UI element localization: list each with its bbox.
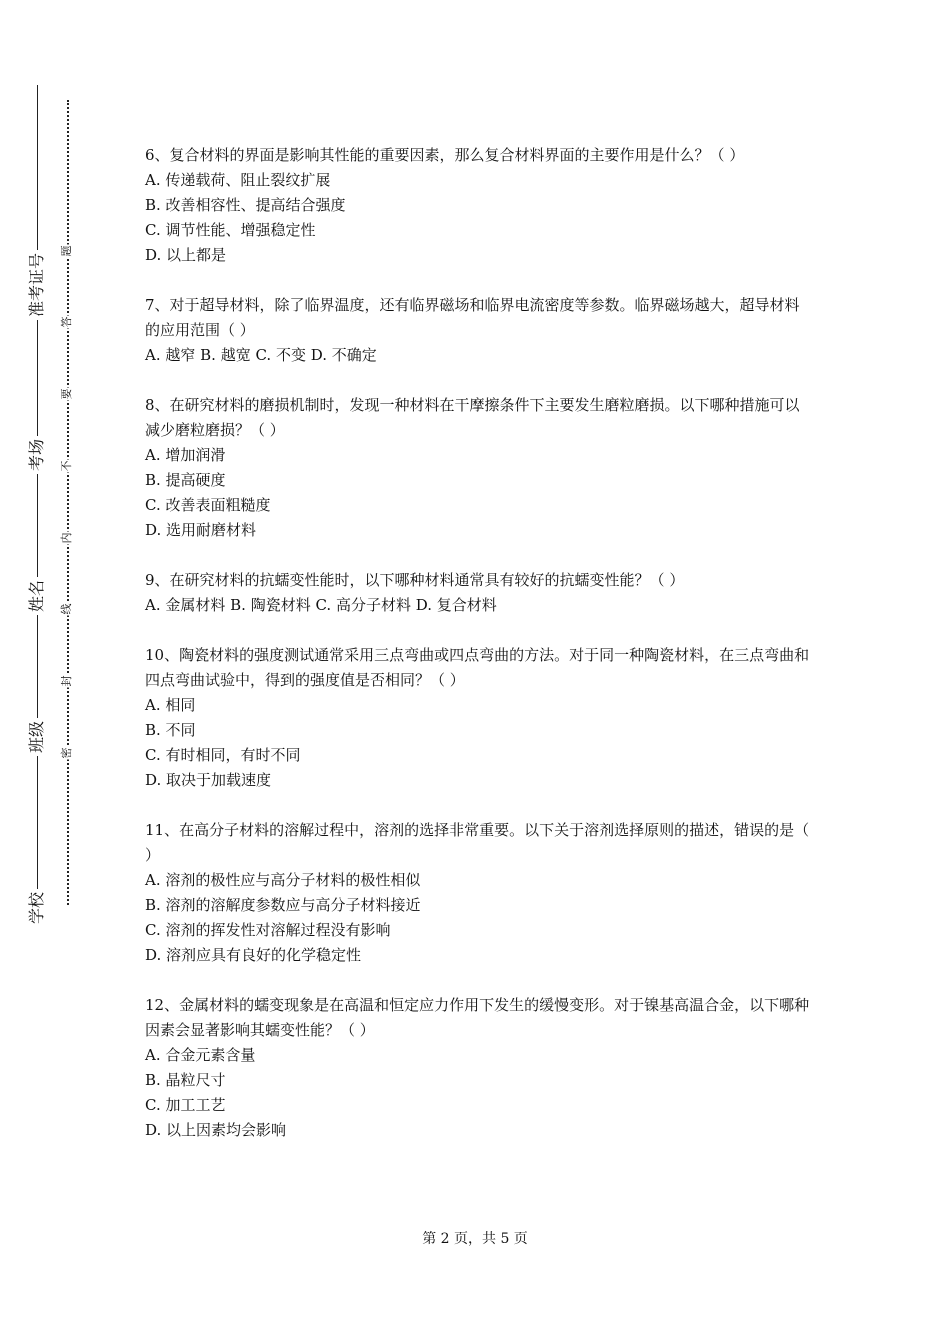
question-stem: 8、在研究材料的磨损机制时，发现一种材料在干摩擦条件下主要发生磨粒磨损。以下哪种措施可以减少磨粒磨损？（ ） <box>145 396 800 439</box>
question-9 <box>145 568 810 618</box>
question-stem: 7、对于超导材料，除了临界温度，还有临界磁场和临界电流密度等参数。临界磁场越大，超导材料的应用范围（ ） <box>145 296 800 339</box>
seal-char: 封 <box>60 675 73 687</box>
question-6 <box>145 143 810 268</box>
options-inline: A. 越窄 B. 越宽 C. 不变 D. 不确定 <box>145 346 377 364</box>
question-8 <box>145 393 810 543</box>
option-a: A. 传递载荷、阻止裂纹扩展 <box>145 171 331 189</box>
binding-dotted-line <box>67 100 69 905</box>
option-a: A. 溶剂的极性应与高分子材料的极性相似 <box>145 871 421 889</box>
option-c: C. 改善表面粗糙度 <box>145 496 271 514</box>
option-c: C. 有时相同，有时不同 <box>145 746 301 764</box>
option-b: B. 提高硬度 <box>145 471 226 489</box>
option-d: D. 溶剂应具有良好的化学稳定性 <box>145 946 362 964</box>
question-stem: 12、金属材料的蠕变现象是在高温和恒定应力作用下发生的缓慢变形。对于镍基高温合金，以下哪种因素会显著影响其蠕变性能？（ ） <box>145 996 810 1039</box>
option-d: D. 取决于加载速度 <box>145 771 272 789</box>
question-10 <box>145 643 810 793</box>
option-b: B. 溶剂的溶解度参数应与高分子材料接近 <box>145 896 421 914</box>
seal-char: 不 <box>60 460 73 472</box>
option-d: D. 以上都是 <box>145 246 227 264</box>
options-inline: A. 金属材料 B. 陶瓷材料 C. 高分子材料 D. 复合材料 <box>145 596 497 614</box>
option-c: C. 调节性能、增强稳定性 <box>145 221 316 239</box>
binding-solid-line <box>37 85 38 920</box>
seal-char: 题 <box>60 245 73 257</box>
option-b: B. 不同 <box>145 721 196 739</box>
option-a: A. 增加润滑 <box>145 446 226 464</box>
seal-char: 线 <box>60 603 73 615</box>
field-exam-room: 考场 <box>28 436 46 474</box>
question-stem: 10、陶瓷材料的强度测试通常采用三点弯曲或四点弯曲的方法。对于同一种陶瓷材料，在三点弯曲和四点弯曲试验中，得到的强度值是否相同？（ ） <box>145 646 810 689</box>
seal-char: 内 <box>60 532 73 544</box>
question-stem: 9、在研究材料的抗蠕变性能时，以下哪种材料通常具有较好的抗蠕变性能？（ ） <box>145 571 685 589</box>
option-b: B. 晶粒尺寸 <box>145 1071 226 1089</box>
question-stem: 11、在高分子材料的溶解过程中，溶剂的选择非常重要。以下关于溶剂选择原则的描述，错误的是（ ） <box>145 821 810 864</box>
question-stem: 6、复合材料的界面是影响其性能的重要因素，那么复合材料界面的主要作用是什么？（ ） <box>145 146 745 164</box>
option-c: C. 溶剂的挥发性对溶解过程没有影响 <box>145 921 391 939</box>
field-school: 学校 <box>28 889 46 927</box>
option-d: D. 选用耐磨材料 <box>145 521 257 539</box>
field-name: 姓名 <box>28 577 46 615</box>
question-11 <box>145 818 810 968</box>
question-7 <box>145 293 810 368</box>
seal-char: 答 <box>60 316 73 328</box>
option-d: D. 以上因素均会影响 <box>145 1121 287 1139</box>
seal-char: 要 <box>60 388 73 400</box>
option-a: A. 合金元素含量 <box>145 1046 256 1064</box>
field-exam-number: 准考证号 <box>28 250 46 320</box>
question-12 <box>145 993 810 1143</box>
page-footer: 第 2 页，共 5 页 <box>422 1231 528 1247</box>
field-class: 班级 <box>28 718 46 756</box>
option-a: A. 相同 <box>145 696 196 714</box>
question-list <box>145 143 810 1168</box>
binding-margin <box>0 0 110 1344</box>
option-c: C. 加工工艺 <box>145 1096 226 1114</box>
option-b: B. 改善相容性、提高结合强度 <box>145 196 346 214</box>
seal-char: 密 <box>60 747 73 759</box>
